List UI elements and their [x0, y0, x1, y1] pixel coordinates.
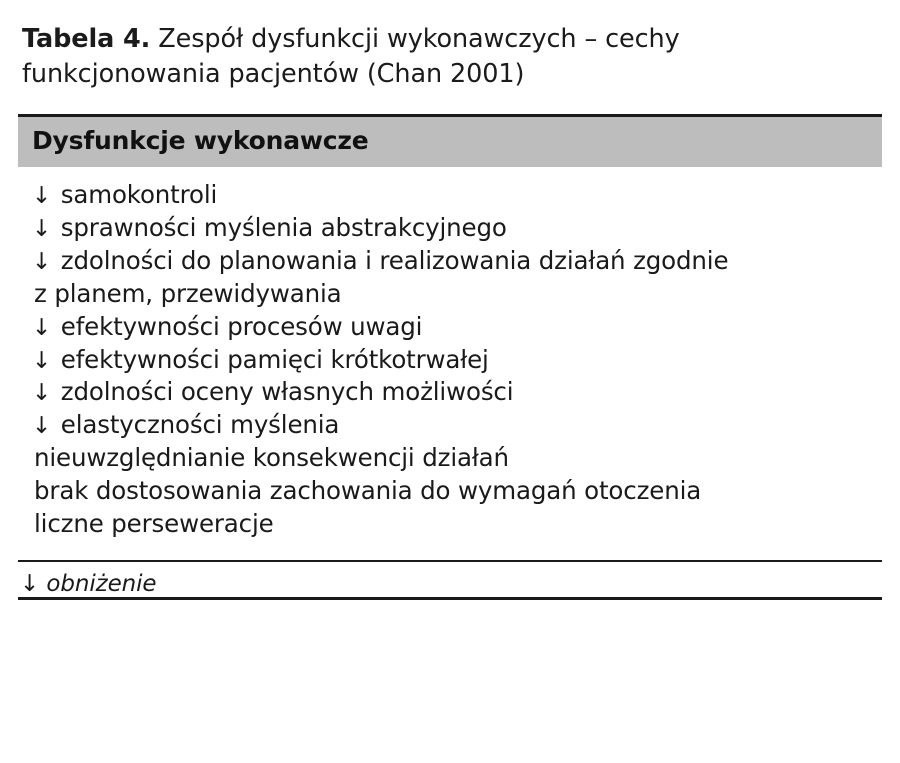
table-row-text: elastyczności myślenia	[60, 410, 340, 440]
decrease-arrow-icon: ↓	[32, 347, 52, 374]
table-header-title: Dysfunkcje wykonawcze	[32, 126, 369, 156]
decrease-arrow-icon: ↓	[32, 314, 52, 341]
table-row-text: efektywności procesów uwagi	[60, 311, 423, 341]
table-row-text: brak dostosowania zachowania do wymagań otoczenia	[34, 475, 702, 505]
table-row-text: zdolności do planowania i realizowania działań zgodnie	[60, 246, 729, 276]
table-body	[18, 167, 882, 550]
decrease-arrow-icon: ↓	[32, 216, 52, 243]
table-row	[32, 179, 868, 212]
table-row-text: zdolności oceny własnych możliwości	[60, 377, 514, 407]
table-caption	[22, 22, 882, 92]
table-row-text: efektywności pamięci krótkotrwałej	[60, 344, 489, 374]
table-row-text: nieuwzględnianie konsekwencji działań	[34, 443, 509, 472]
table-row-text: samokontroli	[60, 180, 218, 210]
decrease-arrow-icon: ↓	[32, 380, 52, 407]
table-caption-text: Zespół dysfunkcji wykonawczych – cechy funkcjonowania pacjentów (Chan 2001)	[22, 24, 680, 90]
table-row	[32, 376, 868, 409]
table-row-text: sprawności myślenia abstrakcyjnego	[60, 213, 507, 243]
table-row	[32, 508, 868, 541]
decrease-arrow-icon: ↓	[20, 571, 40, 598]
table-row	[32, 245, 868, 278]
table-footnote-text: obniżenie	[46, 571, 157, 598]
decrease-arrow-icon: ↓	[32, 183, 52, 210]
table	[18, 114, 882, 600]
table-row	[32, 344, 868, 377]
table-row	[32, 278, 868, 311]
table-row-text: z planem, przewidywania	[34, 278, 342, 308]
table-row	[32, 475, 868, 508]
table-row	[32, 409, 868, 442]
table-caption-label: Tabela 4.	[22, 24, 151, 54]
table-row	[32, 442, 868, 475]
table-row	[32, 311, 868, 344]
table-row	[32, 212, 868, 245]
decrease-arrow-icon: ↓	[32, 413, 52, 440]
decrease-arrow-icon: ↓	[32, 249, 52, 276]
table-row-text: liczne perseweracje	[34, 508, 274, 538]
table-footnote	[18, 562, 882, 597]
table-header-row	[18, 117, 882, 167]
